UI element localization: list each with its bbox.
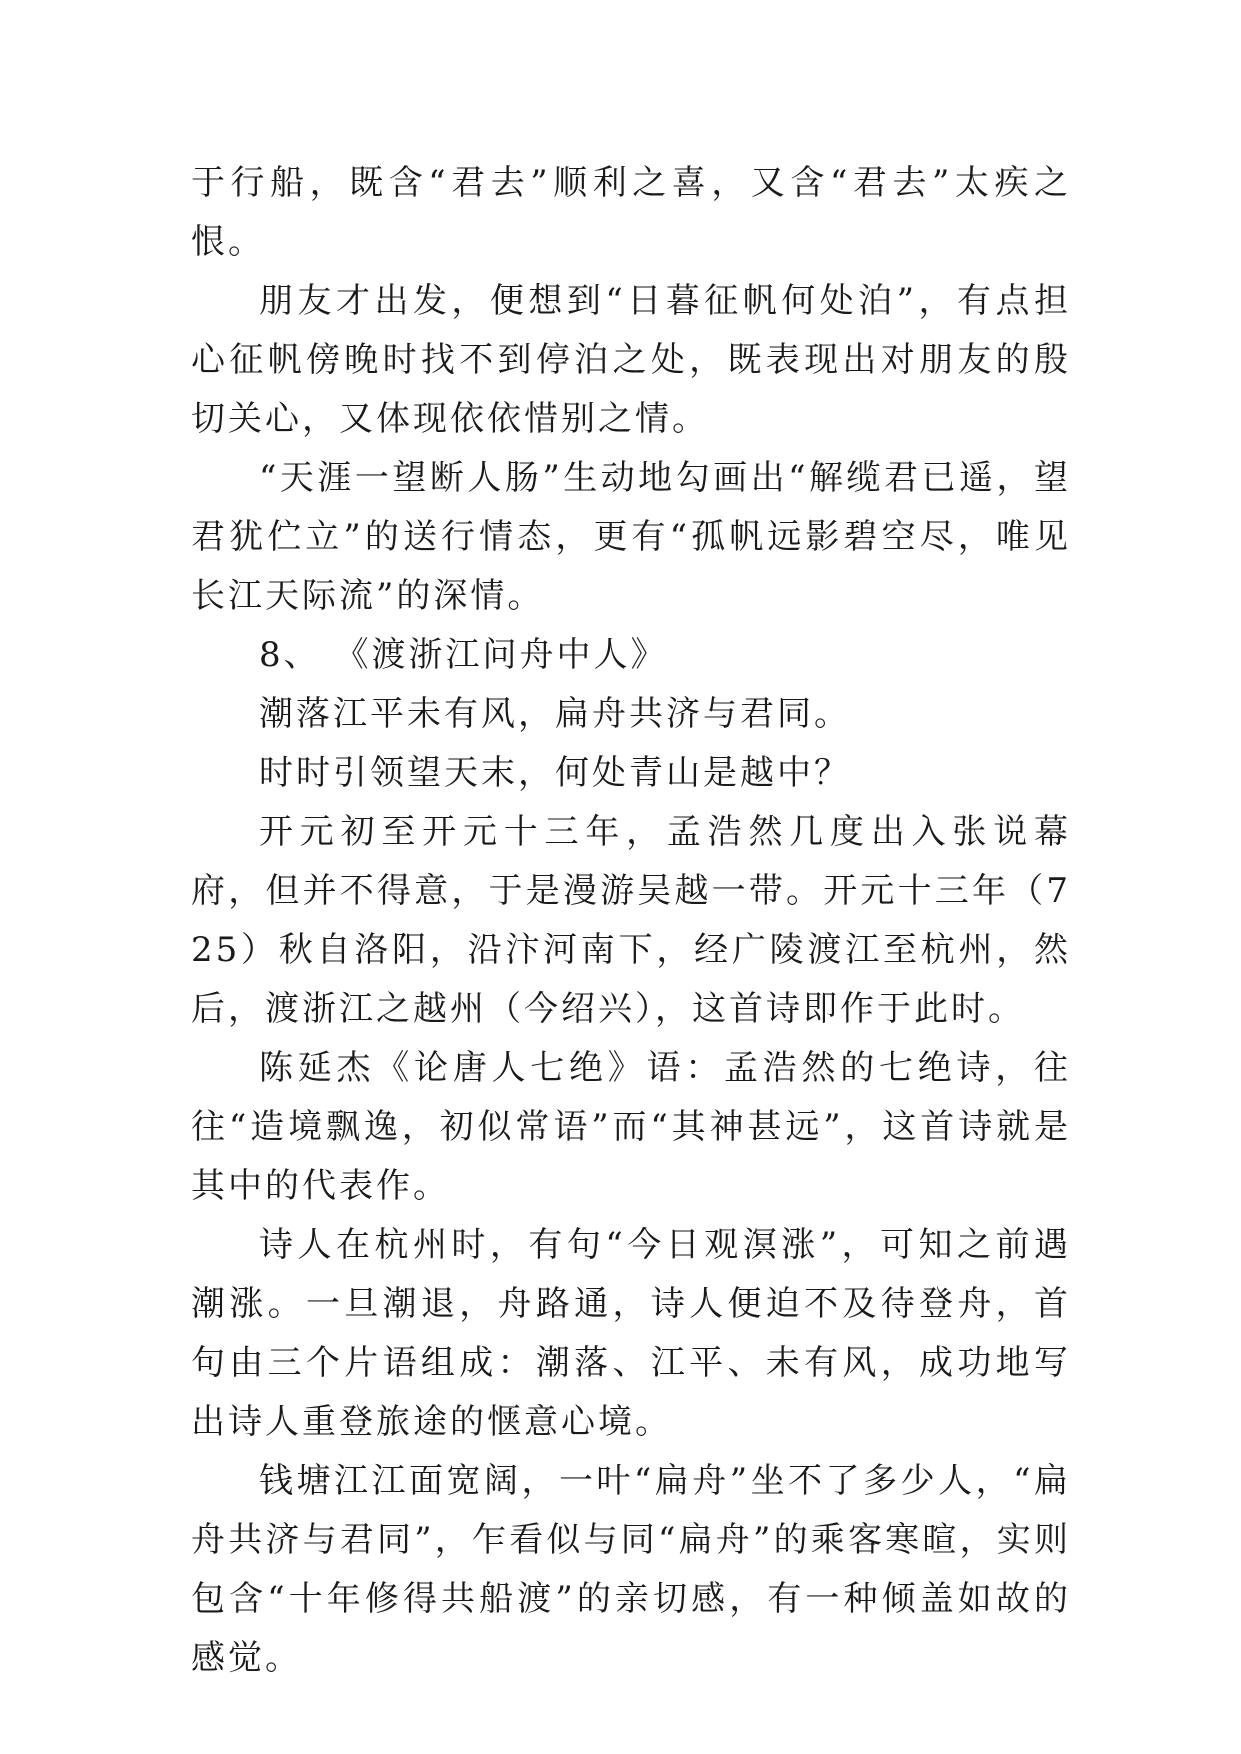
paragraph: 诗人在杭州时，有句“今日观溟涨”，可知之前遇潮涨。一旦潮退，舟路通，诗人便迫不及待登舟，首句由三个片语组成：潮落、江平、未有风，成功地写出诗人重登旅途的惬意心境。: [191, 1225, 1071, 1442]
paragraph: 朋友才出发，便想到“日暮征帆何处泊”，有点担心征帆傍晚时找不到停泊之处，既表现出对朋友的殷切关心，又体现依依惜别之情。: [191, 281, 1071, 439]
poem-line: 潮落江平未有风，扁舟共济与君同。: [259, 694, 851, 734]
paragraph: 开元初至开元十三年，孟浩然几度出入张说幕府，但并不得意，于是漫游吴越一带。开元十三年（725）秋自洛阳，沿汴河南下，经广陵渡江至杭州，然后，渡浙江之越州（今绍兴），这首诗即作于此时。: [191, 812, 1071, 1029]
paragraph: 钱塘江江面宽阔，一叶“扁舟”坐不了多少人，“扁舟共济与君同”，乍看似与同“扁舟”的乘客寒暄，实则包含“十年修得共船渡”的亲切感，有一种倾盖如故的感觉。: [191, 1461, 1071, 1678]
paragraph: 陈延杰《论唐人七绝》语：孟浩然的七绝诗，往往“造境飘逸，初似常语”而“其神甚远”，这首诗就是其中的代表作。: [191, 1048, 1071, 1206]
document-body: [191, 154, 1071, 1688]
paragraph: “天涯一望断人肠”生动地勾画出“解缆君已遥，望君犹伫立”的送行情态，更有“孤帆远影碧空尽，唯见长江天际流”的深情。: [191, 458, 1071, 616]
paragraph: 于行船，既含“君去”顺利之喜，又含“君去”太疾之恨。: [191, 163, 1071, 262]
poem-line: 时时引领望天末，何处青山是越中？: [259, 753, 851, 793]
section-heading: 8、 《渡浙江问舟中人》: [259, 635, 668, 675]
